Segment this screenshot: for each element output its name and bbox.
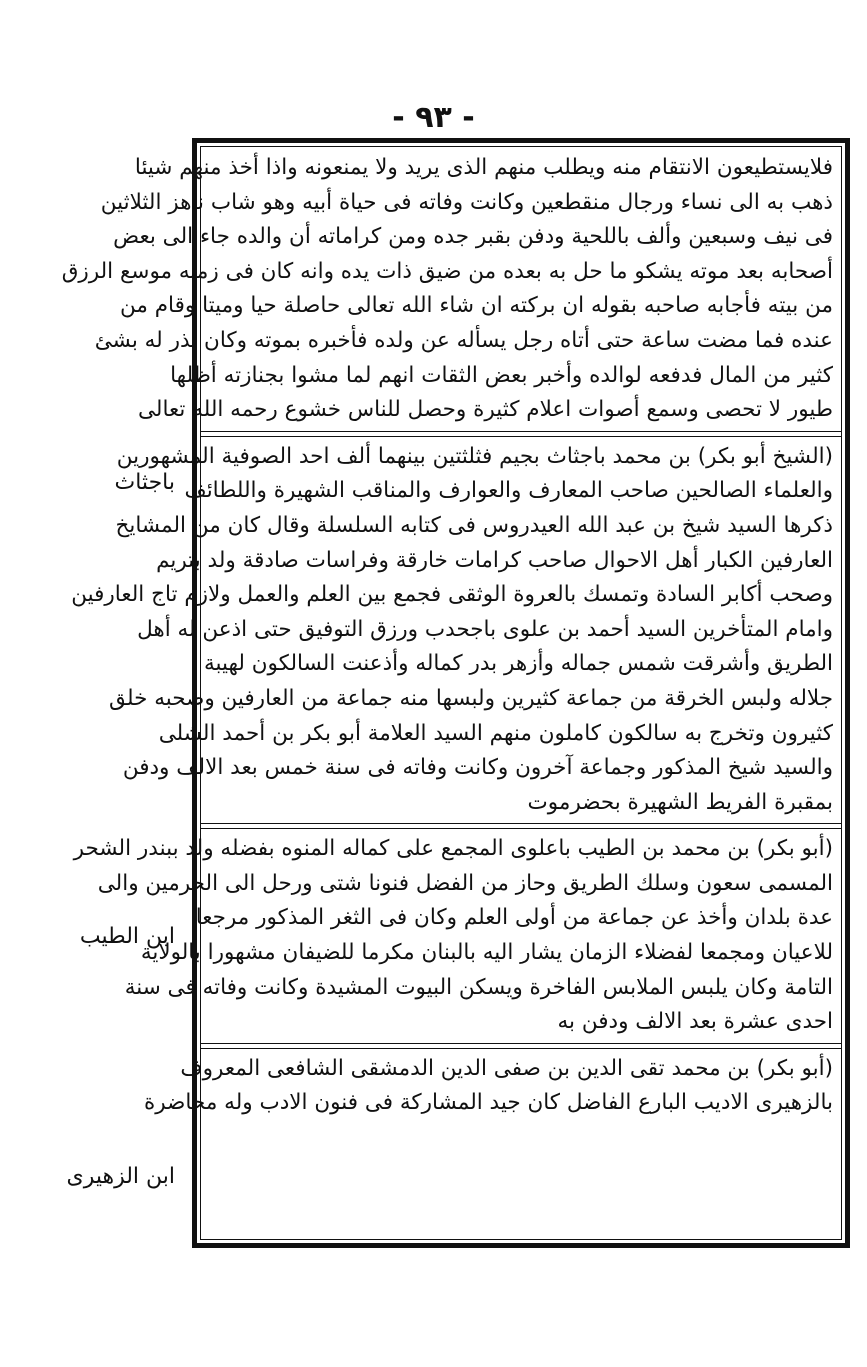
margin-label-ibn-altayyib: ابن الطيب xyxy=(79,924,175,949)
text-line: ذكرها السيد شيخ بن عبد الله العيدروس فى كتابه السلسلة وقال كان من المشايخ xyxy=(115,512,833,538)
text-line: ذهب به الى نساء ورجال منقطعين وكانت وفاته فى حياة أبيه وهو شاب ناهز الثلاثين xyxy=(100,189,833,215)
text-line: المسمى سعون وسلك الطريق وحاز من الفضل فنونا شتى ورحل الى الحرمين والى xyxy=(97,870,833,896)
entry-continuation xyxy=(61,151,833,428)
text-line: (أبو بكر) بن محمد بن الطيب باعلوى المجمع على كماله المنوه بفضله ولد ببندر الشحر xyxy=(73,836,833,862)
text-line: التامة وكان يلبس الملابس الفاخرة ويسكن البيوت المشيدة وكانت وفاته فى سنة xyxy=(124,974,833,1000)
margin-label-bajathath: باجثاث xyxy=(114,470,175,495)
text-line: بمقبرة الفريط الشهيرة بحضرموت xyxy=(527,789,833,815)
entry-bajathath xyxy=(71,440,833,821)
entry-divider xyxy=(201,431,841,437)
text-line: الطريق وأشرقت شمس جماله وأزهر بدر كماله وأذعنت السالكون لهيبة xyxy=(203,651,833,677)
text-line: عدة بلدان وأخذ عن جماعة من أولى العلم وكان فى الثغر المذكور مرجعا xyxy=(195,905,833,931)
entry-ibn-alzuhayri xyxy=(144,1052,833,1121)
text-line: العارفين الكبار أهل الاحوال صاحب كرامات خارقة وفراسات صادقة ولد بتريم xyxy=(156,547,833,573)
text-line: كثير من المال فدفعه لوالده وأخبر بعض الثقات انهم لما مشوا بجنازته أظلها xyxy=(170,362,833,388)
text-line: (أبو بكر) بن محمد تقى الدين بن صفى الدين الدمشقى الشافعى المعروف xyxy=(180,1055,833,1081)
text-line: فى نيف وسبعين وألف باللحية ودفن بقبر جده ومن كراماته أن والده جاء الى بعض xyxy=(113,224,833,250)
text-line: عنده فما مضت ساعة حتى أتاه رجل يسأله عن ولده فأخبره بموته وكان نذر له بشئ xyxy=(94,327,833,353)
margin-label-ibn-alzuhayri: ابن الزهيرى xyxy=(66,1164,175,1189)
text-line: فلايستطيعون الانتقام منه ويطلب منهم الذى يريد ولا يمنعونه واذا أخذ منهم شيئا xyxy=(134,155,833,180)
text-line: كثيرون وتخرج به سالكون كاملون منهم السيد العلامة أبو بكر بن أحمد الشلى xyxy=(158,720,833,746)
text-line: (الشيخ أبو بكر) بن محمد باجثاث بجيم فثلثتين بينهما ألف احد الصوفية المشهورين xyxy=(116,443,833,469)
text-line: والعلماء الصالحين صاحب المعارف والعوارف والمناقب الشهيرة واللطائف xyxy=(184,478,833,504)
text-line: وصحب أكابر السادة وتمسك بالعروة الوثقى فجمع بين العلم والعمل ولازم تاج العارفين xyxy=(71,582,833,608)
text-line: من بيته فأجابه صاحبه بقوله ان بركته ان شاء الله تعالى حاصلة حيا وميتا وقام من xyxy=(120,293,833,319)
text-line: جلاله ولبس الخرقة من جماعة كثيرين ولبسها منه جماعة من العارفين وصحبه خلق xyxy=(109,685,833,711)
text-line: أصحابه بعد موته يشكو ما حل به بعده من ضيق ذات يده وانه كان فى زمنه موسع الرزق xyxy=(61,258,833,284)
entry-divider xyxy=(201,1043,841,1049)
text-line: للاعيان ومجمعا لفضلاء الزمان يشار اليه بالبنان مكرما للضيفان مشهورا بالولاية xyxy=(140,940,833,966)
entry-divider xyxy=(201,823,841,829)
text-line: احدى عشرة بعد الالف ودفن به xyxy=(557,1009,833,1035)
text-line: والسيد شيخ المذكور وجماعة آخرون وكانت وفاته فى سنة خمس بعد الالف ودفن xyxy=(122,755,833,781)
text-line: طيور لا تحصى وسمع أصوات اعلام كثيرة وحصل للناس خشوع رحمه الله تعالى xyxy=(137,397,833,423)
page-number: - ٩٣ - xyxy=(392,100,475,135)
text-line: بالزهيرى الاديب البارع الفاضل كان جيد المشاركة فى فنون الادب وله محاضرة xyxy=(144,1090,833,1116)
text-line: وامام المتأخرين السيد أحمد بن علوى باجحدب ورزق التوفيق حتى اذعن له أهل xyxy=(137,616,833,642)
